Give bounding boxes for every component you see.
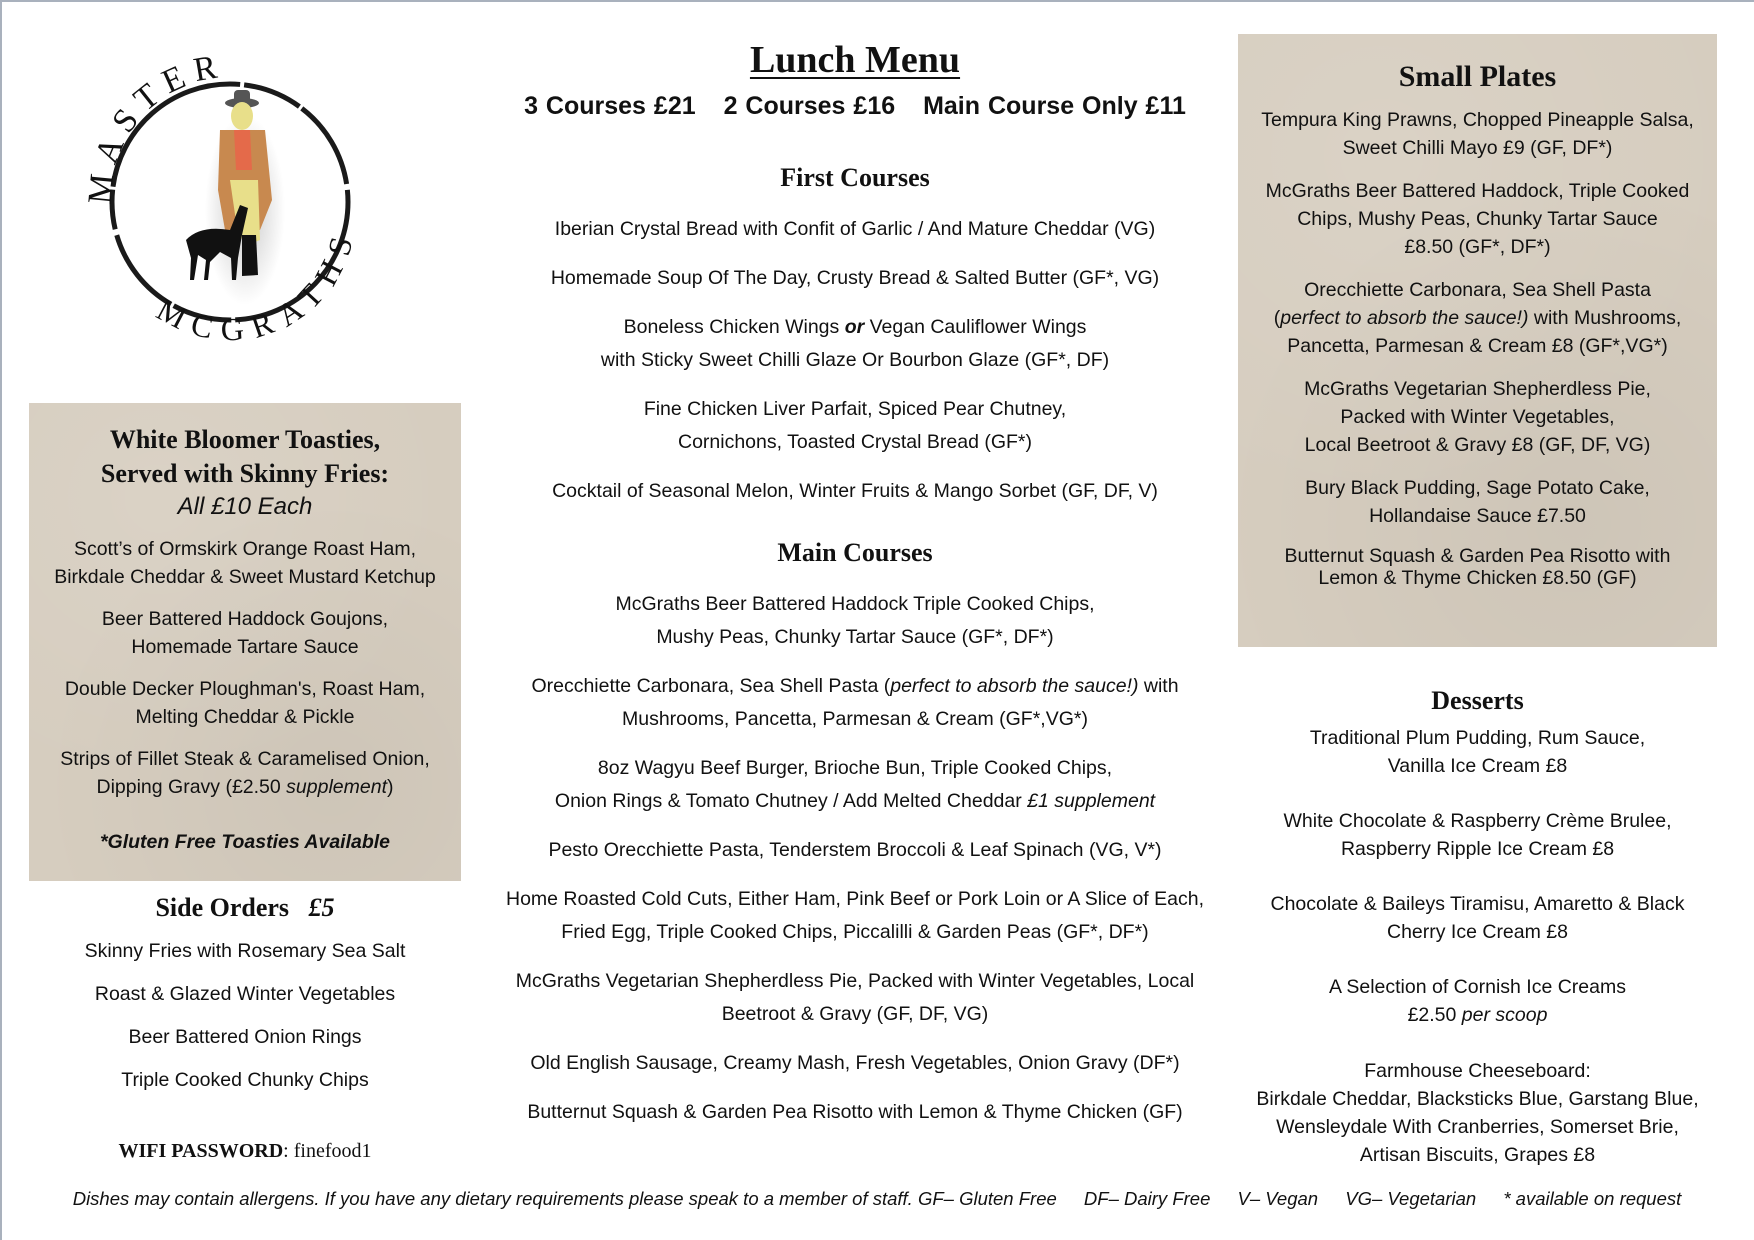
menu-item [1238, 1057, 1717, 1169]
menu-item [1238, 890, 1717, 946]
item-text: Local Beetroot & Gravy £8 (GF, DF, VG) [1304, 434, 1651, 456]
menu-item [470, 965, 1240, 1031]
legend-asterisk: * available on request [1503, 1188, 1682, 1209]
section-title: First Courses [780, 163, 930, 192]
desserts-section [1238, 686, 1717, 1169]
item-text: Beer Battered Haddock Goujons, [101, 608, 389, 630]
price-2-courses: 2 Courses £16 [723, 92, 896, 120]
wifi-password [29, 1140, 461, 1163]
price-3-courses: 3 Courses £21 [524, 92, 696, 120]
item-text: ) [387, 776, 394, 798]
menu-item [1238, 545, 1717, 589]
section-title: Main Courses [777, 538, 933, 567]
item-note: perfect to absorb the sauce!) [890, 675, 1139, 697]
menu-item [470, 311, 1240, 377]
gluten-free-note: *Gluten Free Toasties Available [99, 831, 391, 853]
item-text: Tempura King Prawns, Chopped Pineapple Salsa, [1261, 109, 1694, 131]
restaurant-logo [60, 30, 400, 370]
menu-item: Skinny Fries with Rosemary Sea Salt [84, 940, 406, 962]
item-text: Home Roasted Cold Cuts, Either Ham, Pink Beef or Pork Loin or A Slice of Each, [506, 888, 1204, 910]
item-text: Fine Chicken Liver Parfait, Spiced Pear Chutney, [643, 398, 1067, 420]
menu-item [470, 834, 1240, 867]
item-text: Cocktail of Seasonal Melon, Winter Fruits & Mango Sorbet (GF, DF, V) [552, 480, 1158, 502]
item-text: Vegan Cauliflower Wings [864, 316, 1087, 338]
legend-v: V– Vegan [1237, 1188, 1319, 1209]
item-text: Birkdale Cheddar & Sweet Mustard Ketchup [54, 566, 436, 588]
item-text: Orecchiette Carbonara, Sea Shell Pasta [1304, 279, 1651, 301]
menu-item [1238, 807, 1717, 863]
menu-item [29, 605, 461, 661]
item-text: with Mushrooms, [1528, 307, 1682, 329]
menu-item [470, 475, 1240, 508]
menu-item: Triple Cooked Chunky Chips [121, 1069, 369, 1091]
item-unit: per scoop [1461, 1004, 1548, 1026]
menu-item [1238, 177, 1717, 261]
menu-item [1238, 276, 1717, 360]
legend-vg: VG– Vegetarian [1345, 1188, 1477, 1209]
item-text: Iberian Crystal Bread with Confit of Garlic / And Mature Cheddar (VG) [554, 218, 1156, 240]
item-text: Vanilla Ice Cream £8 [1387, 755, 1568, 777]
item-text: McGraths Vegetarian Shepherdless Pie, [1304, 378, 1651, 400]
item-text: ( [1273, 307, 1281, 329]
item-text: Cherry Ice Cream £8 [1387, 921, 1568, 943]
logo-top-text: MASTER [81, 47, 229, 206]
item-text: Cornichons, Toasted Crystal Bread (GF*) [677, 431, 1033, 453]
item-text: Sweet Chilli Mayo £9 (GF, DF*) [1342, 137, 1613, 159]
item-text: with [1138, 675, 1179, 697]
main-menu-column [470, 38, 1240, 1129]
item-text: McGraths Beer Battered Haddock Triple Cooked Chips, [615, 593, 1095, 615]
menu-item [1238, 106, 1717, 162]
item-text: £2.50 [1407, 1004, 1462, 1026]
allergen-footer [0, 1188, 1754, 1210]
item-supplement: £1 supplement [1027, 790, 1156, 812]
menu-item [1238, 724, 1717, 780]
item-text: Onion Rings & Tomato Chutney / Add Melted Cheddar [554, 790, 1028, 812]
wifi-label: WIFI PASSWORD [118, 1140, 284, 1162]
item-emphasis: or [844, 316, 865, 338]
menu-item [29, 745, 461, 801]
section-title: Small Plates [1398, 60, 1557, 93]
menu-item [1238, 973, 1717, 1029]
item-text: Boneless Chicken Wings [623, 316, 845, 338]
main-courses-section [470, 538, 1240, 1129]
menu-item [470, 883, 1240, 949]
section-title: Desserts [1431, 686, 1524, 715]
item-text: White Chocolate & Raspberry Crème Brulee, [1283, 810, 1672, 832]
item-text: Fried Egg, Triple Cooked Chips, Piccalilli & Garden Peas (GF*, DF*) [561, 921, 1149, 943]
item-text: Birkdale Cheddar, Blacksticks Blue, Garstang Blue, [1256, 1088, 1699, 1110]
toasties-price: All £10 Each [177, 493, 313, 520]
item-text: Bury Black Pudding, Sage Potato Cake, [1305, 477, 1650, 499]
side-orders-section [29, 893, 461, 1094]
wifi-value: : finefood1 [283, 1140, 372, 1162]
item-text: Mushrooms, Pancetta, Parmesan & Cream (GF*,VG*) [622, 708, 1088, 730]
menu-item [470, 213, 1240, 246]
item-text: Wensleydale With Cranberries, Somerset Brie, [1276, 1116, 1679, 1138]
item-text: Pesto Orecchiette Pasta, Tenderstem Broccoli & Leaf Spinach (VG, V*) [548, 839, 1162, 861]
menu-item [29, 675, 461, 731]
item-text: Orecchiette Carbonara, Sea Shell Pasta ( [531, 675, 891, 697]
course-pricing [470, 92, 1240, 121]
item-text: Lemon & Thyme Chicken £8.50 (GF) [1318, 567, 1637, 589]
menu-item [470, 588, 1240, 654]
title-text: Side Orders [155, 893, 290, 922]
menu-item: Roast & Glazed Winter Vegetables [94, 983, 396, 1005]
item-text: Pancetta, Parmesan & Cream £8 (GF*,VG*) [1287, 335, 1668, 357]
item-text: 8oz Wagyu Beef Burger, Brioche Bun, Triple Cooked Chips, [597, 757, 1113, 779]
menu-item: Beer Battered Onion Rings [128, 1026, 362, 1048]
page-title: Lunch Menu [749, 39, 961, 81]
item-text: Artisan Biscuits, Grapes £8 [1359, 1144, 1596, 1166]
menu-item [470, 393, 1240, 459]
first-courses-section [470, 163, 1240, 508]
legend-df: DF– Dairy Free [1083, 1188, 1211, 1209]
item-text: Homemade Tartare Sauce [131, 636, 359, 658]
item-text: Old English Sausage, Creamy Mash, Fresh Vegetables, Onion Gravy (DF*) [530, 1052, 1180, 1074]
item-text: Chocolate & Baileys Tiramisu, Amaretto & Black [1270, 893, 1685, 915]
item-text: with Sticky Sweet Chilli Glaze Or Bourbon Glaze (GF*, DF) [600, 349, 1110, 371]
item-text: Homemade Soup Of The Day, Crusty Bread & Salted Butter (GF*, VG) [550, 267, 1160, 289]
title-line: Served with Skinny Fries: [100, 459, 390, 488]
section-title [29, 893, 461, 923]
menu-item [1238, 375, 1717, 459]
item-text: Strips of Fillet Steak & Caramelised Onion, [60, 748, 430, 770]
item-text: Hollandaise Sauce £7.50 [1369, 505, 1586, 527]
item-text: Dipping Gravy (£2.50 [96, 776, 287, 798]
logo-emblem-icon [60, 30, 400, 370]
item-text: McGraths Vegetarian Shepherdless Pie, Packed with Winter Vegetables, Local [515, 970, 1195, 992]
item-text: McGraths Beer Battered Haddock, Triple Cooked [1265, 180, 1690, 202]
item-text: Packed with Winter Vegetables, [1340, 406, 1615, 428]
menu-item [470, 1096, 1240, 1129]
item-text: Traditional Plum Pudding, Rum Sauce, [1309, 727, 1646, 749]
item-text: £8.50 (GF*, DF*) [1404, 236, 1551, 258]
item-text: Beetroot & Gravy (GF, DF, VG) [721, 1003, 989, 1025]
section-title [29, 423, 461, 491]
price-main-only: Main Course Only £11 [923, 92, 1186, 120]
item-text: Double Decker Ploughman's, Roast Ham, [64, 678, 426, 700]
item-supplement: supplement [286, 776, 387, 798]
allergen-note: Dishes may contain allergens. If you have any dietary requirements please speak to a member of staff. GF– Gluten Free [72, 1188, 1057, 1209]
menu-item [470, 752, 1240, 818]
menu-item [1238, 474, 1717, 530]
side-orders-price: £5 [308, 893, 335, 922]
menu-item [29, 535, 461, 591]
menu-item [470, 1047, 1240, 1080]
logo-bottom-text: MCGRATHS [150, 222, 362, 348]
item-text: Melting Cheddar & Pickle [135, 706, 355, 728]
menu-item [470, 262, 1240, 295]
item-note: perfect to absorb the sauce!) [1280, 307, 1529, 329]
item-text: A Selection of Cornish Ice Creams [1329, 976, 1626, 998]
item-text: Farmhouse Cheeseboard: [1364, 1060, 1591, 1082]
item-text: Raspberry Ripple Ice Cream £8 [1340, 838, 1615, 860]
menu-item [470, 670, 1240, 736]
item-text: Chips, Mushy Peas, Chunky Tartar Sauce [1297, 208, 1658, 230]
item-text: Butternut Squash & Garden Pea Risotto with [1284, 545, 1671, 567]
item-text: Mushy Peas, Chunky Tartar Sauce (GF*, DF*) [656, 626, 1054, 648]
small-plates-panel [1238, 34, 1717, 647]
toasties-panel [29, 403, 461, 881]
item-text: Butternut Squash & Garden Pea Risotto with Lemon & Thyme Chicken (GF) [527, 1101, 1183, 1123]
item-text: Scott’s of Ormskirk Orange Roast Ham, [73, 538, 417, 560]
title-line: White Bloomer Toasties, [109, 425, 381, 454]
